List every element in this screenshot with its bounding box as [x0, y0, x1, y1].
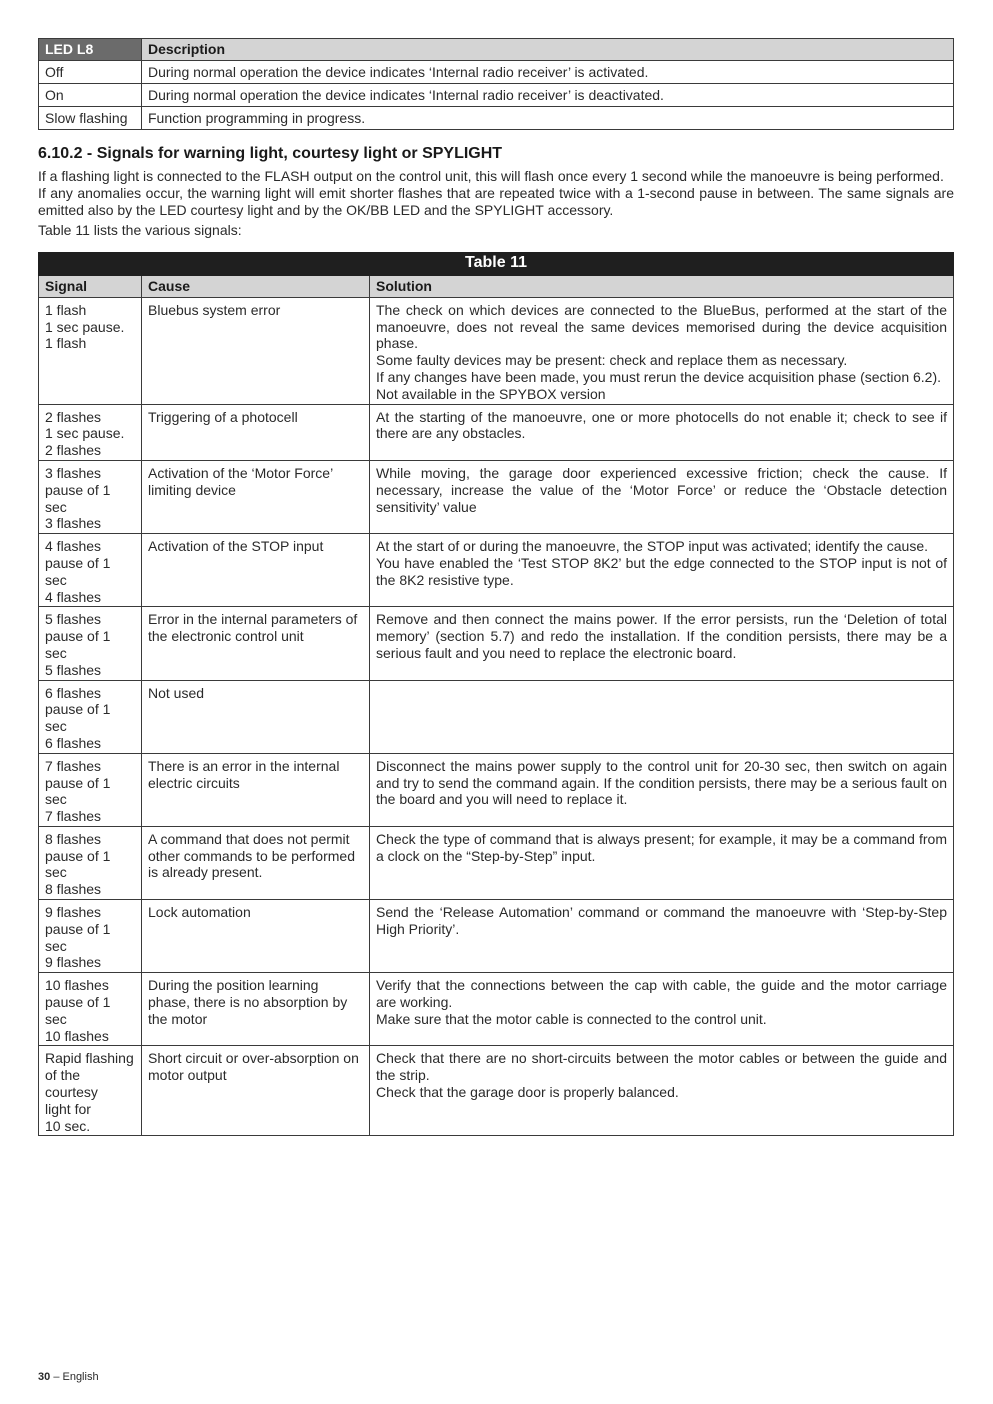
- signal-line: light for: [45, 1100, 91, 1117]
- solution-cell: [370, 1046, 954, 1136]
- led-description-cell: During normal operation the device indicates ‘Internal radio receiver’ is deactivated.: [142, 84, 954, 107]
- signal-cell: [39, 826, 142, 899]
- signal-line: 10 sec.: [45, 1117, 91, 1134]
- cause-cell: Not used: [142, 680, 370, 753]
- signal-line: 8 flashes: [45, 881, 102, 898]
- signal-cell: [39, 753, 142, 826]
- cause-cell: Activation of the ‘Motor Force’ limiting device: [142, 460, 370, 533]
- signal-cell: [39, 460, 142, 533]
- signal-line: pause of 1 sec: [45, 481, 111, 515]
- signal-line: pause of 1 sec: [45, 701, 111, 735]
- cause-cell: Error in the internal parameters of the electronic control unit: [142, 607, 370, 680]
- cause-cell: A command that does not permit other commands to be performed is already present.: [142, 826, 370, 899]
- signal-line: 10 flashes: [45, 1027, 109, 1044]
- cause-cell: Short circuit or over-absorption on motor output: [142, 1046, 370, 1136]
- table-caption-row: [39, 253, 954, 276]
- signal-cell: [39, 534, 142, 607]
- solution-cell: [370, 900, 954, 973]
- led-state-cell: Off: [39, 61, 142, 84]
- solution-line: Check the type of command that is always present; for example, it may be a command from a clock on the “Step-by-Step” input.: [376, 830, 947, 864]
- solution-cell: [370, 973, 954, 1046]
- table-row: [39, 107, 954, 130]
- table-row: [39, 61, 954, 84]
- solution-cell: [370, 534, 954, 607]
- signal-line: 2 flashes: [45, 408, 102, 425]
- header-cause: Cause: [142, 275, 370, 297]
- paragraph-flash-output: If a flashing light is connected to the FLASH output on the control unit, this will flash once every 1 second while the manoeuvre is being performed.: [38, 168, 944, 184]
- signal-line: pause of 1 sec: [45, 774, 111, 808]
- signal-cell: [39, 607, 142, 680]
- signal-cell: [39, 404, 142, 460]
- signal-line: 3 flashes: [45, 464, 102, 481]
- table-header-row: [39, 275, 954, 297]
- led-state-cell: On: [39, 84, 142, 107]
- solution-line: Not available in the SPYBOX version: [376, 385, 606, 402]
- signal-line: 6 flashes: [45, 734, 102, 751]
- signal-cell: [39, 297, 142, 404]
- signal-line: 2 flashes: [45, 442, 102, 459]
- solution-line: If any changes have been made, you must rerun the device acquisition phase (section 6.2).: [376, 368, 942, 385]
- table-row: [39, 973, 954, 1046]
- cause-cell: Triggering of a photocell: [142, 404, 370, 460]
- signal-line: pause of 1 sec: [45, 920, 111, 954]
- signal-line: 9 flashes: [45, 954, 102, 971]
- signal-line: 9 flashes: [45, 904, 102, 921]
- signal-line: 5 flashes: [45, 661, 102, 678]
- signal-cell: [39, 1046, 142, 1136]
- signal-line: 7 flashes: [45, 808, 102, 825]
- cause-cell: There is an error in the internal electric circuits: [142, 753, 370, 826]
- table-row: [39, 460, 954, 533]
- table-row: [39, 607, 954, 680]
- solution-cell: [370, 753, 954, 826]
- solution-line: Some faulty devices may be present: check and replace them as necessary.: [376, 352, 848, 369]
- solution-line: Check that there are no short-circuits between the motor cables or between the guide and the strip.: [376, 1050, 947, 1084]
- signal-line: 10 flashes: [45, 977, 109, 994]
- table-row: [39, 900, 954, 973]
- signal-line: 1 flash: [45, 301, 87, 318]
- signal-line: pause of 1 sec: [45, 554, 111, 588]
- page-number: 30: [38, 1371, 51, 1383]
- solution-cell: [370, 607, 954, 680]
- solution-cell: [370, 460, 954, 533]
- solution-line: Check that the garage door is properly balanced.: [376, 1084, 679, 1101]
- header-signal: Signal: [39, 275, 142, 297]
- footer-language: – English: [53, 1371, 99, 1383]
- page-content: [38, 38, 954, 1136]
- solution-cell: [370, 297, 954, 404]
- signal-line: 1 sec pause.: [45, 318, 125, 335]
- solution-line: Make sure that the motor cable is connected to the control unit.: [376, 1010, 767, 1027]
- cause-cell: Activation of the STOP input: [142, 534, 370, 607]
- signal-line: 7 flashes: [45, 757, 102, 774]
- signal-cell: [39, 680, 142, 753]
- signal-line: pause of 1 sec: [45, 628, 111, 661]
- cause-cell: Bluebus system error: [142, 297, 370, 404]
- table-row: [39, 84, 954, 107]
- paragraph-table-intro: Table 11 lists the various signals:: [38, 222, 242, 239]
- signal-line: pause of 1 sec: [45, 847, 111, 881]
- signal-line: of the courtesy: [45, 1067, 98, 1101]
- solution-line: At the starting of the manoeuvre, one or more photocells do not enable it; check to see if there are any obstacles.: [376, 408, 947, 442]
- led-state-cell: Slow flashing: [39, 107, 142, 130]
- signal-line: 3 flashes: [45, 515, 102, 532]
- solution-line: Send the ‘Release Automation’ command or command the manoeuvre with ‘Step-by-Step High Priority’.: [376, 904, 947, 937]
- signal-line: 6 flashes: [45, 684, 102, 701]
- solution-cell: [370, 680, 954, 753]
- signal-line: 1 flash: [45, 335, 87, 352]
- table-row: [39, 534, 954, 607]
- led-table-header-description: Description: [142, 39, 954, 61]
- signal-line: 8 flashes: [45, 830, 102, 847]
- solution-line: At the start of or during the manoeuvre, the STOP input was activated; identify the cause.: [376, 538, 929, 555]
- solution-line: While moving, the garage door experienced excessive friction; check the cause. If necessary, increase the value of the ‘Motor Force’ or reduce the ‘Obstacle detection sensitivity’ value: [376, 464, 947, 515]
- signal-line: pause of 1 sec: [45, 994, 111, 1027]
- cause-cell: Lock automation: [142, 900, 370, 973]
- header-solution: Solution: [370, 275, 954, 297]
- table-row: [39, 753, 954, 826]
- table-caption: Table 11: [39, 253, 954, 276]
- table-row: [39, 297, 954, 404]
- signal-line: Rapid flashing: [45, 1050, 134, 1067]
- signal-line: 5 flashes: [45, 611, 102, 628]
- led-description-cell: During normal operation the device indicates ‘Internal radio receiver’ is activated.: [142, 61, 954, 84]
- table-row: [39, 826, 954, 899]
- table-row: [39, 404, 954, 460]
- signal-line: 4 flashes: [45, 588, 102, 605]
- led-l8-table: [38, 38, 954, 130]
- signal-line: 4 flashes: [45, 538, 102, 555]
- solution-line: You have enabled the ‘Test STOP 8K2’ but the edge connected to the STOP input is not of the 8K2 resistive type.: [376, 554, 947, 588]
- table-row: [39, 1046, 954, 1136]
- table-row: [39, 680, 954, 753]
- solution-cell: [370, 826, 954, 899]
- solution-line: Disconnect the mains power supply to the control unit for 20-30 sec, then switch on again and try to send the command again. If the condition persists, there may be a serious fault on the board and you will need to replace it.: [376, 757, 947, 808]
- signal-cell: [39, 973, 142, 1046]
- solution-cell: [370, 404, 954, 460]
- solution-line: Verify that the connections between the cap with cable, the guide and the motor carriage are working.: [376, 977, 947, 1011]
- section-title: 6.10.2 - Signals for warning light, courtesy light or SPYLIGHT: [38, 145, 503, 162]
- solution-line: Remove and then connect the mains power. If the error persists, run the ‘Deletion of total memory’ (section 5.7) and redo the installation. If the condition persists, there may be a serious fault and you need to replace the electronic board.: [376, 611, 947, 661]
- led-table-header-row: [39, 39, 954, 61]
- cause-cell: During the position learning phase, there is no absorption by the motor: [142, 973, 370, 1046]
- signal-line: 1 sec pause.: [45, 425, 125, 442]
- signals-table-body: [39, 297, 954, 1136]
- page-footer: [38, 1371, 99, 1383]
- paragraph-anomalies: If any anomalies occur, the warning light will emit shorter flashes that are repeated twice with a 1-second pause in between. The same signals are emitted also by the LED courtesy light and by the OK/BB LED and the SPYLIGHT accessory.: [38, 184, 954, 218]
- solution-line: The check on which devices are connected to the BlueBus, performed at the start of the manoeuvre, does not reveal the same devices memorised during the device acquisition phase.: [376, 301, 947, 352]
- signals-table: [38, 252, 954, 1136]
- led-description-cell: Function programming in progress.: [142, 107, 954, 130]
- signal-cell: [39, 900, 142, 973]
- led-table-header-led: LED L8: [39, 39, 142, 61]
